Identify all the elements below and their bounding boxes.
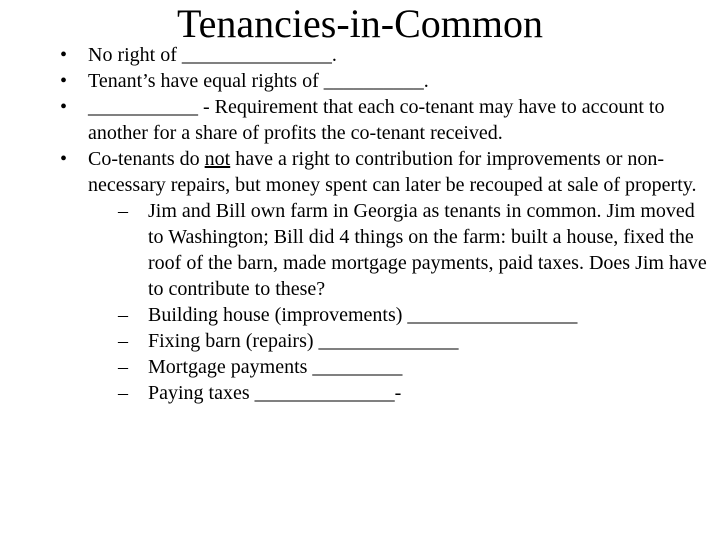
sub-bullet-item bbox=[118, 380, 710, 406]
dash-marker: – bbox=[118, 304, 128, 326]
sub-bullet-text: Jim and Bill own farm in Georgia as tenants in common. Jim moved to Washington; Bill did 4 things on the farm: built a house, fixed the roof of the barn, made mortgage payments, paid taxes. Does Jim have to contribute to these? bbox=[148, 200, 707, 300]
dash-marker: – bbox=[118, 356, 128, 378]
sub-bullet-text: Paying taxes ______________- bbox=[148, 382, 402, 404]
bullet-item bbox=[60, 42, 710, 68]
bullet-item bbox=[60, 68, 710, 94]
bullet-item bbox=[60, 94, 710, 146]
emphasis-not: not bbox=[204, 148, 231, 170]
bullet-text: No right of _______________. bbox=[88, 44, 337, 66]
sub-bullet-list bbox=[88, 198, 710, 406]
sub-bullet-item bbox=[118, 302, 710, 328]
bullet-marker: • bbox=[60, 44, 68, 66]
slide-title: Tenancies-in-Common bbox=[177, 1, 543, 46]
sub-bullet-text: Mortgage payments _________ bbox=[148, 356, 403, 378]
sub-bullet-item bbox=[118, 198, 710, 302]
dash-marker: – bbox=[118, 200, 128, 222]
bullet-item bbox=[60, 146, 710, 406]
bullet-marker: • bbox=[60, 148, 68, 170]
bullet-list bbox=[60, 42, 710, 406]
bullet-marker: • bbox=[60, 96, 68, 118]
bullet-text: ___________ - Requirement that each co-tenant may have to account to another for a share of profits the co-tenant received. bbox=[88, 96, 665, 144]
bullet-text: Tenant’s have equal rights of __________. bbox=[88, 70, 429, 92]
dash-marker: – bbox=[118, 330, 128, 352]
bullet-marker: • bbox=[60, 70, 68, 92]
sub-bullet-text: Fixing barn (repairs) ______________ bbox=[148, 330, 459, 352]
bullet-text-before: Co-tenants do bbox=[88, 148, 205, 170]
sub-bullet-item bbox=[118, 328, 710, 354]
sub-bullet-text: Building house (improvements) _________________ bbox=[148, 304, 578, 326]
bullet-text-after: have a right to contribution for improvements or non-necessary repairs, but money spent can later be recouped at sale of property. bbox=[88, 148, 697, 196]
dash-marker: – bbox=[118, 382, 128, 404]
sub-bullet-item bbox=[118, 354, 710, 380]
bullet-text bbox=[88, 148, 696, 196]
